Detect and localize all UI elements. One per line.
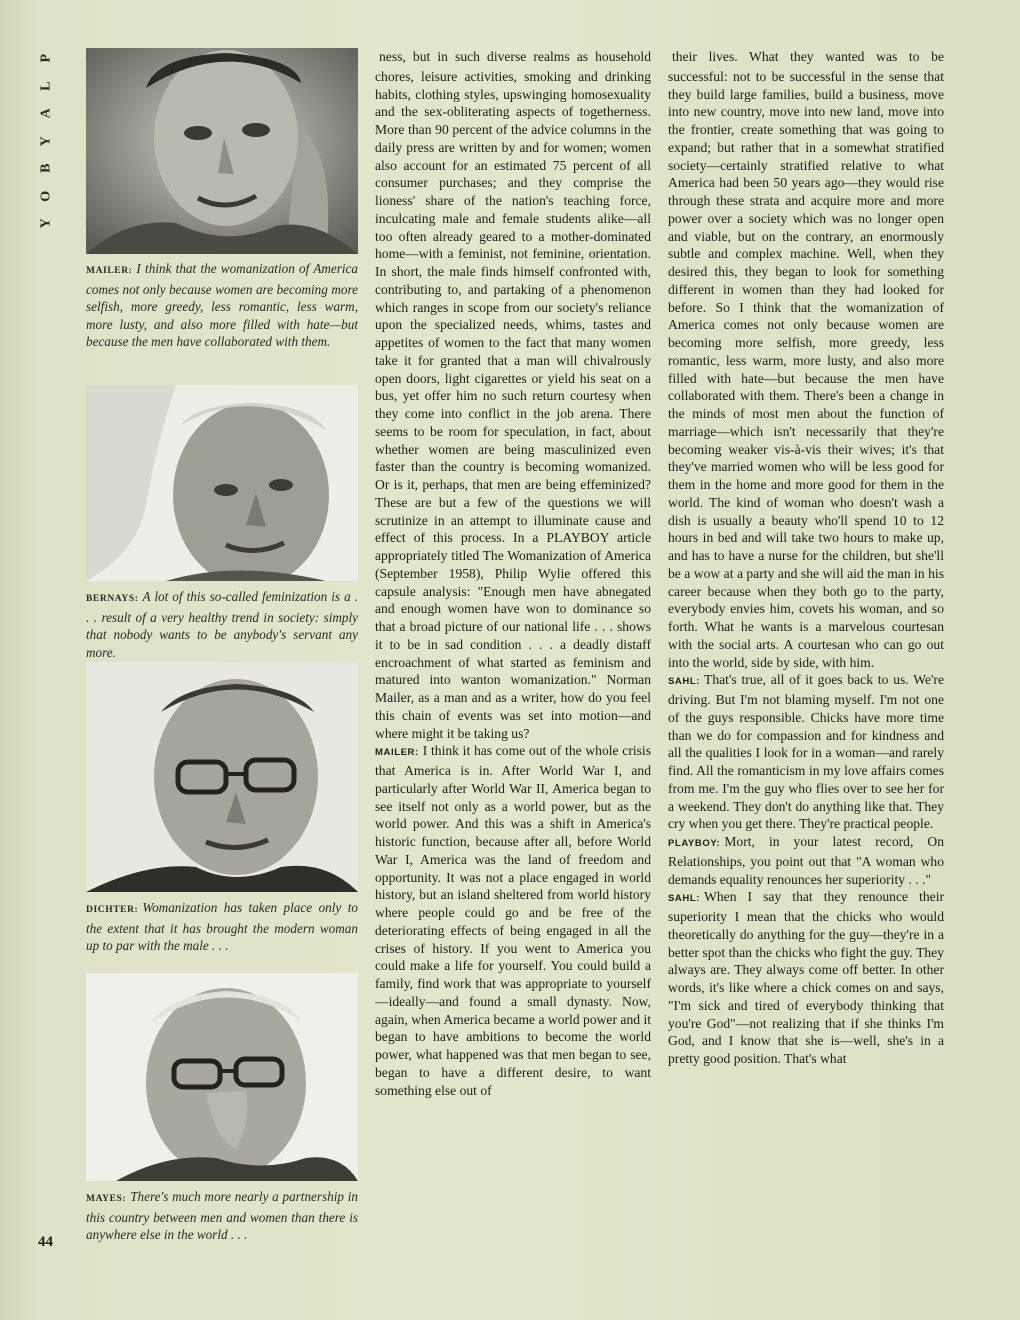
page-number: 44 bbox=[38, 1234, 53, 1250]
article-column-2 bbox=[375, 48, 651, 1256]
masthead-letter: O bbox=[38, 189, 54, 202]
bernays-portrait-photo bbox=[86, 385, 358, 581]
speaker-label: MAILER: bbox=[375, 747, 419, 759]
dichter-portrait-photo bbox=[86, 662, 358, 892]
mayes-caption bbox=[86, 1188, 358, 1244]
article-paragraph bbox=[668, 833, 944, 888]
bernays-caption bbox=[86, 588, 358, 661]
caption-quote: I think that the womanization of America comes not only because women are becoming more selfish, more greedy, less romantic, less warm, more lusty, and also more filled with hate—but because the men have collaborated with them. bbox=[86, 261, 358, 350]
speaker-label: SAHL: bbox=[668, 676, 701, 688]
mailer-portrait-photo bbox=[86, 48, 358, 254]
mayes-portrait-photo bbox=[86, 973, 358, 1181]
playboy-masthead bbox=[33, 44, 59, 237]
paragraph-text: I think it has come out of the whole crisis that America is in. After World War I, and particularly after World War II, America began to see itself not only as a world power, but as the world power. And this was a shift in America's historic function, because after all, before World War I, America was the land of freedom and opportunity. It was not a place engaged in world history, but an island sheltered from world history where people could go and be free of the deteriorating effects of being engaged in all the crises of history. If you went to America you could make a life for yourself. You could build a family, find work that was appropriate to yourself—ideally—and found a small dynasty. Now, again, when America became a world power and it began to have ambitions to become the world power, what happened was that men began to see, began to have a different desire, to want something else out of bbox=[375, 743, 651, 1098]
article-paragraph bbox=[668, 48, 944, 671]
article-paragraph bbox=[375, 742, 651, 1099]
paragraph-text: their lives. What they wanted was to be successful: not to be successful in the sense that they build large families, build a business, move into new country, move into new land, move into the frontier, create something that was going to expand; but rather that in a somewhat stratified society—certainly stratified relative to what America had been 50 years ago—they would rise through these strata and acquire more and more power over a society which was no longer open and viable, but on the contrary, an enormously subtle and complex machine. Well, when they desired this, they began to look for something different in women than they had looked for before. So I think that the womanization of America comes not only because women are becoming more selfish, more greedy, less romantic, less warm, more lusty, and also more filled with hate—but because the men have collaborated with them. There's been a change in the minds of most men about the function of marriage—which isn't necessarily that they're becoming weaker vis-à-vis their wives; it's that they've married women who will be less good for them in the home and more good for them in the world. The kind of woman who doesn't wash a dish is usually a beauty who'll spend 10 to 12 hours in bed and will take two hours to make up, and has to have a nurse for the children, but she'll be a wow at a party and she will aid the man in his career because when they both go to the party, everybody envies him, covets his woman, and so forth. What he wants is a marvelous courtesan with the social arts. A courtesan who can go out into the world, side by side, with him. bbox=[668, 49, 944, 670]
paragraph-text: That's true, all of it goes back to us. We're driving. But I'm not blaming myself. I'm not one of the guys responsible. Chicks have more time than we do for compassion and for kindness and all the qualities I look for in a woman—and rarely find. All the romanticism in my love affairs comes from me. I'm the guy who flies over to see her for a weekend. They don't do anything like that. They cry when you get there. They're practical people. bbox=[668, 672, 944, 832]
mailer-caption bbox=[86, 260, 358, 351]
caption-quote: There's much more nearly a partnership in this country between men and women than there is anywhere else in the world . . . bbox=[86, 1189, 358, 1243]
dichter-caption bbox=[86, 899, 358, 955]
caption-speaker: MAILER: bbox=[86, 266, 133, 276]
article-paragraph bbox=[668, 671, 944, 833]
article-paragraph bbox=[668, 888, 944, 1068]
masthead-letter: P bbox=[38, 52, 54, 63]
caption-quote: Womanization has taken place only to the extent that it has brought the modern woman up to par with the male . . . bbox=[86, 900, 358, 954]
masthead-letter: A bbox=[38, 107, 54, 119]
masthead-letter: L bbox=[38, 80, 54, 91]
article-paragraph bbox=[375, 48, 651, 742]
paragraph-text: ness, but in such diverse realms as household chores, leisure activities, smoking and drinking habits, clothing styles, upswinging homosexuality and the sex-obliterating aspects of togetherness. More than 90 percent of the advice columns in the daily press are written by and for women; women also account for an estimated 75 percent of all consumer purchases; and they comprise the lioness' share of the nation's teaching force, inculcating male and female students alike—all too often already geared to a mother-dominated home—with a feminist, not feminine, orientation. In short, the male finds himself confronted with, contributing to, and partaking of a phenomenon which ranges in scope from our society's reliance upon the specialized needs, whims, tastes and appetites of women to the fact that many women take it for granted that a man will chivalrously open doors, light cigarettes or yield his seat on a bus, yet offer him no such return courtesy when they come into conflict in the job arena. There seems to be room for speculation, in fact, about whether women are being masculinized even faster than the country is becoming womanized. Or is it, perhaps, that men are being effeminized? These are but a few of the questions we will scrutinize in an attempt to illuminate cause and effect of this process. In a PLAYBOY article appropriately titled The Womanization of America (September 1958), Philip Wylie offered this capsule analysis: "Enough men have abnegated and enough women have won to dominance so that a broad picture of our national life . . . shows it to be in sad condition . . . a deadly distaff encroachment of what started as feminism and matured into wanton womanization." Norman Mailer, as a man and as a writer, how do you feel this chain of events was set into motion—and where might it be taking us? bbox=[375, 49, 651, 741]
caption-speaker: BERNAYS: bbox=[86, 594, 139, 604]
masthead-letter: B bbox=[38, 162, 54, 173]
caption-quote: A lot of this so-called feminization is a . . . result of a very healthy trend in society: simply that nobody wants to be anybody's servant any more. bbox=[86, 589, 358, 660]
paragraph-text: When I say that they renounce their superiority I mean that the chicks who would theoretically do anything for the guy—they're in a better spot than the chicks who fight the guy. They always are. They always come off better. In other words, it's like where a chick comes on and says, "I'm sick and tired of everybody thinking that you're God"—not realizing that if she thinks I'm God, and I know that she is—well, she's in a pretty good position. That's what bbox=[668, 889, 944, 1066]
article-column-3 bbox=[668, 48, 944, 1256]
caption-speaker: MAYES: bbox=[86, 1194, 127, 1204]
masthead-letter: Y bbox=[38, 217, 54, 229]
speaker-label: PLAYBOY: bbox=[668, 838, 721, 849]
paragraph-text: Mort, in your latest record, On Relationships, you point out that "A woman who demands equality renounces her superiority . . ." bbox=[668, 834, 944, 887]
speaker-label: SAHL: bbox=[668, 893, 701, 905]
caption-speaker: DICHTER: bbox=[86, 905, 139, 915]
masthead-letter: Y bbox=[38, 134, 54, 146]
